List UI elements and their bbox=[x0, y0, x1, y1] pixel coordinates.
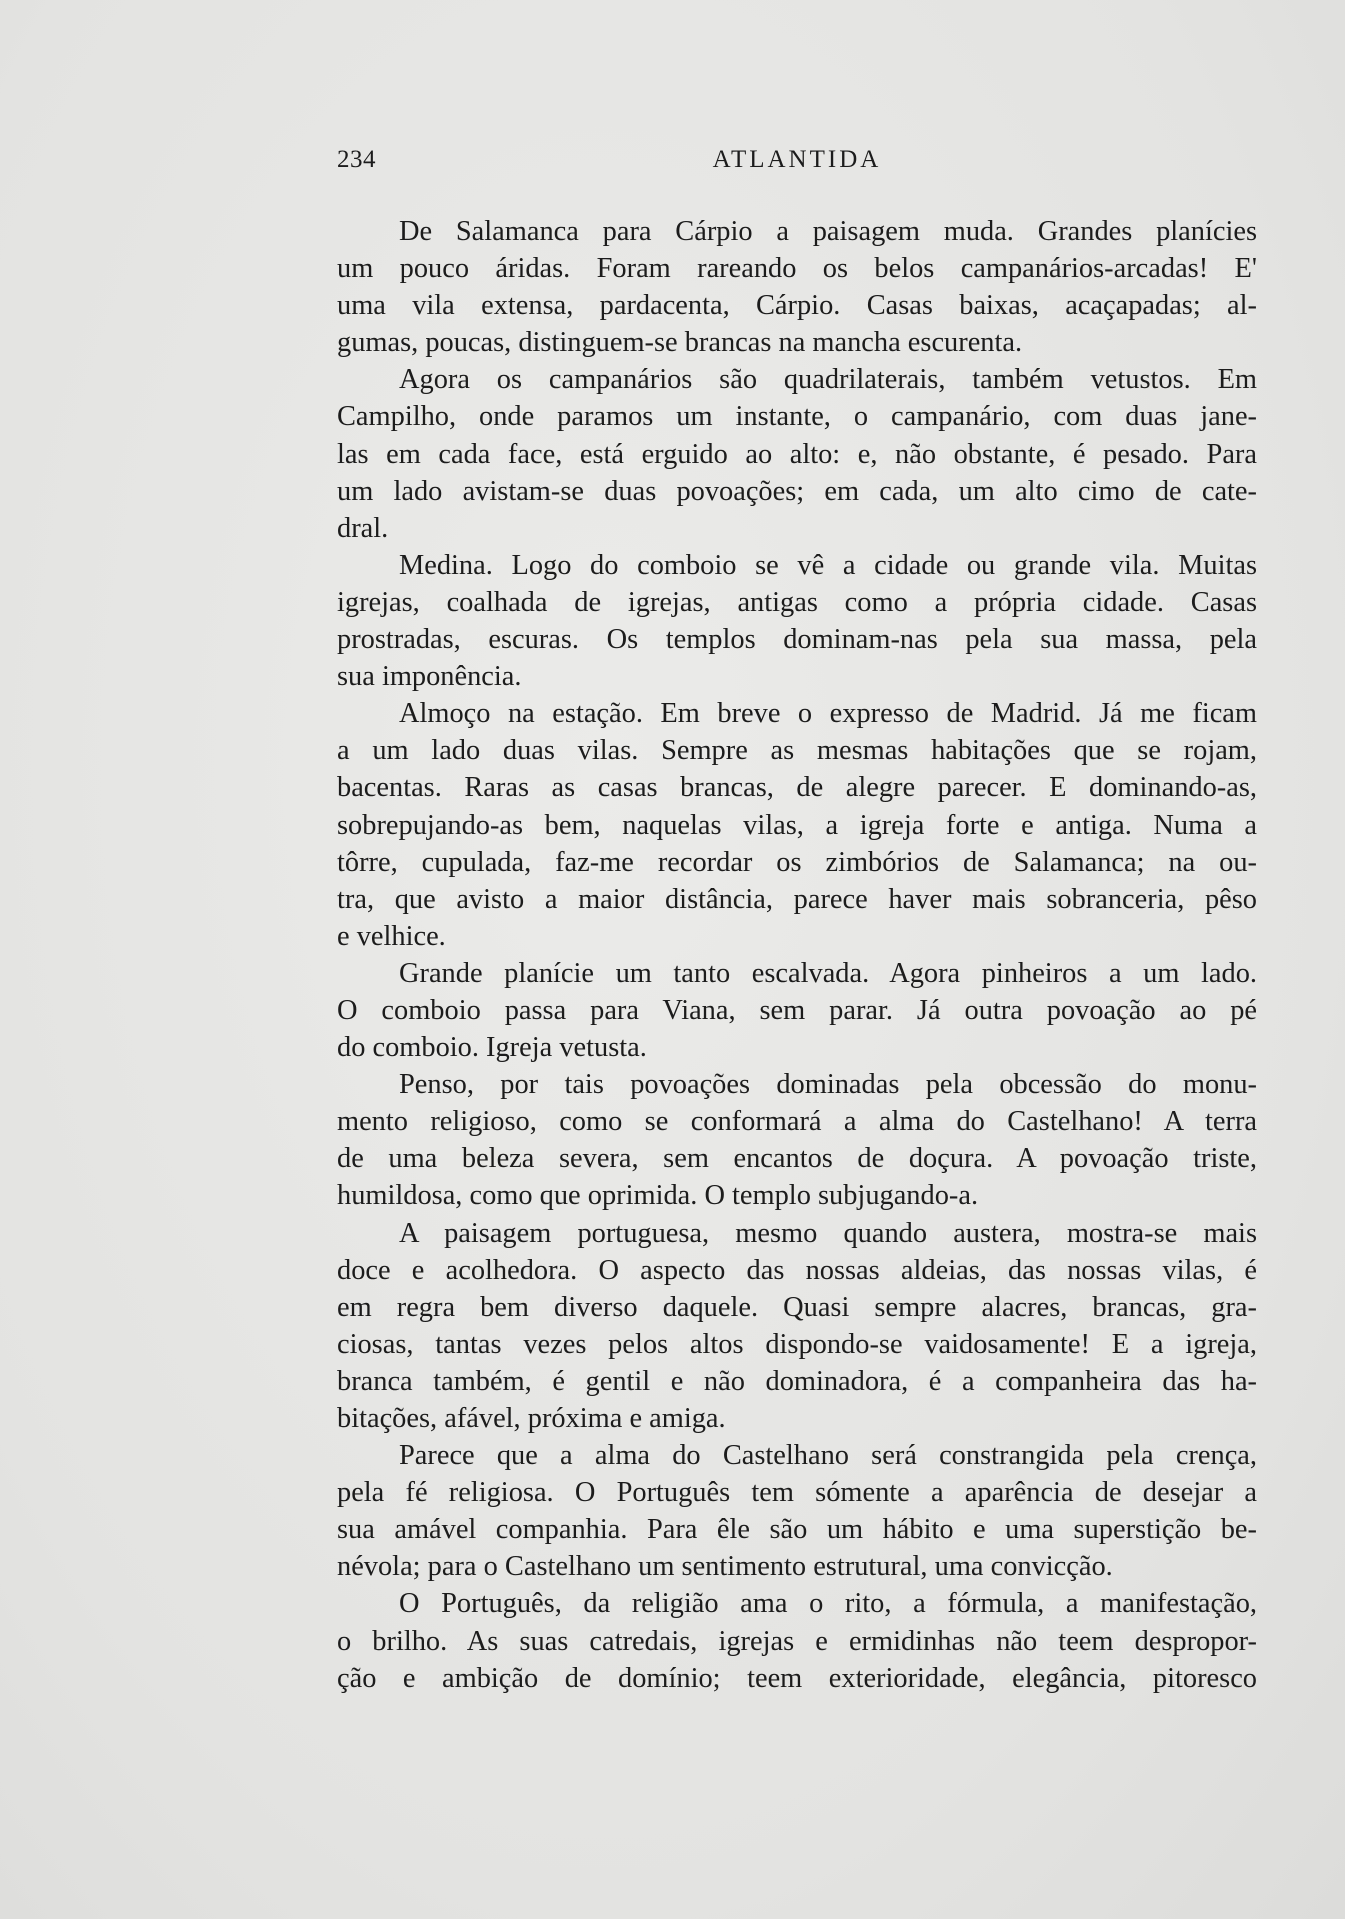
text-line: ção e ambição de domínio; teem exterioridade, elegância, pitoresco bbox=[337, 1662, 1257, 1694]
text-line: A paisagem portuguesa, mesmo quando austera, mostra-se mais bbox=[399, 1217, 1257, 1249]
text-line: Campilho, onde paramos um instante, o campanário, com duas jane- bbox=[337, 401, 1257, 433]
text-line: sua imponência. bbox=[337, 661, 522, 693]
text-line: Parece que a alma do Castelhano será constrangida pela crença, bbox=[399, 1440, 1257, 1472]
text-line: bacentas. Raras as casas brancas, de alegre parecer. E dominando-as, bbox=[337, 772, 1257, 804]
text-line: tra, que avisto a maior distância, parece haver mais sobranceria, pêso bbox=[337, 883, 1257, 915]
text-line: mento religioso, como se conformará a alma do Castelhano! A terra bbox=[337, 1106, 1257, 1138]
text-line: De Salamanca para Cárpio a paisagem muda. Grandes planícies bbox=[399, 216, 1257, 247]
text-line: Medina. Logo do comboio se vê a cidade ou grande vila. Muitas bbox=[399, 549, 1257, 581]
paragraph bbox=[337, 1437, 1257, 1585]
text-line: prostradas, escuras. Os templos dominam-nas pela sua massa, pela bbox=[337, 624, 1257, 656]
text-line: Agora os campanários são quadrilaterais, também vetustos. Em bbox=[399, 364, 1257, 396]
paragraph bbox=[337, 547, 1257, 695]
text-line: tôrre, cupulada, faz-me recordar os zimbórios de Salamanca; na ou- bbox=[337, 846, 1257, 878]
text-line: ciosas, tantas vezes pelos altos dispondo-se vaidosamente! E a igreja, bbox=[337, 1328, 1257, 1360]
running-title: ATLANTIDA bbox=[712, 146, 882, 173]
text-line: um lado avistam-se duas povoações; em cada, um alto cimo de cate- bbox=[337, 475, 1257, 507]
text-line: Almoço na estação. Em breve o expresso de Madrid. Já me ficam bbox=[399, 698, 1257, 730]
paragraph bbox=[337, 213, 1257, 361]
text-line: névola; para o Castelhano um sentimento estrutural, uma convicção. bbox=[337, 1551, 1113, 1583]
text-line: las em cada face, está erguido ao alto: e, não obstante, é pesado. Para bbox=[337, 438, 1257, 470]
paragraph bbox=[337, 1215, 1257, 1438]
text-line: uma vila extensa, pardacenta, Cárpio. Casas baixas, acaçapadas; al- bbox=[337, 290, 1257, 322]
paragraph bbox=[337, 695, 1257, 955]
page-number: 234 bbox=[337, 146, 376, 173]
text-line: a um lado duas vilas. Sempre as mesmas habitações que se rojam, bbox=[337, 735, 1257, 767]
text-line: pela fé religiosa. O Português tem sómente a aparência de desejar a bbox=[337, 1477, 1257, 1509]
text-line: humildosa, como que oprimida. O templo subjugando-a. bbox=[337, 1180, 979, 1212]
text-line: o brilho. As suas catredais, igrejas e ermidinhas não teem despropor- bbox=[337, 1625, 1257, 1657]
text-line: gumas, poucas, distinguem-se brancas na mancha escurenta. bbox=[337, 327, 1023, 359]
text-line: de uma beleza severa, sem encantos de doçura. A povoação triste, bbox=[337, 1143, 1257, 1175]
paragraph bbox=[337, 955, 1257, 1066]
text-line: e velhice. bbox=[337, 920, 446, 952]
text-line: branca também, é gentil e não dominadora, é a companheira das ha- bbox=[337, 1365, 1257, 1397]
text-line: um pouco áridas. Foram rareando os belos campanários-arcadas! E' bbox=[337, 253, 1257, 285]
text-line: doce e acolhedora. O aspecto das nossas aldeias, das nossas vilas, é bbox=[337, 1254, 1257, 1286]
text-line: Grande planície um tanto escalvada. Agora pinheiros a um lado. bbox=[399, 957, 1257, 989]
paragraph bbox=[337, 1585, 1257, 1696]
text-line: dral. bbox=[337, 512, 389, 544]
text-line: sua amável companhia. Para êle são um hábito e uma superstição be- bbox=[337, 1514, 1257, 1546]
text-line: Penso, por tais povoações dominadas pela obcessão do monu- bbox=[399, 1069, 1257, 1101]
text-line: do comboio. Igreja vetusta. bbox=[337, 1032, 647, 1064]
text-line: bitações, afável, próxima e amiga. bbox=[337, 1403, 726, 1434]
text-line: sobrepujando-as bem, naquelas vilas, a igreja forte e antiga. Numa a bbox=[337, 809, 1257, 841]
text-line: O comboio passa para Viana, sem parar. Já outra povoação ao pé bbox=[337, 994, 1257, 1026]
paragraph bbox=[337, 1066, 1257, 1214]
text-line: O Português, da religião ama o rito, a fórmula, a manifestação, bbox=[399, 1588, 1257, 1620]
page-header bbox=[337, 146, 1257, 186]
body-text bbox=[337, 213, 1257, 1697]
text-line: igrejas, coalhada de igrejas, antigas como a própria cidade. Casas bbox=[337, 586, 1257, 618]
paragraph bbox=[337, 361, 1257, 546]
text-line: em regra bem diverso daquele. Quasi sempre alacres, brancas, gra- bbox=[337, 1291, 1257, 1323]
